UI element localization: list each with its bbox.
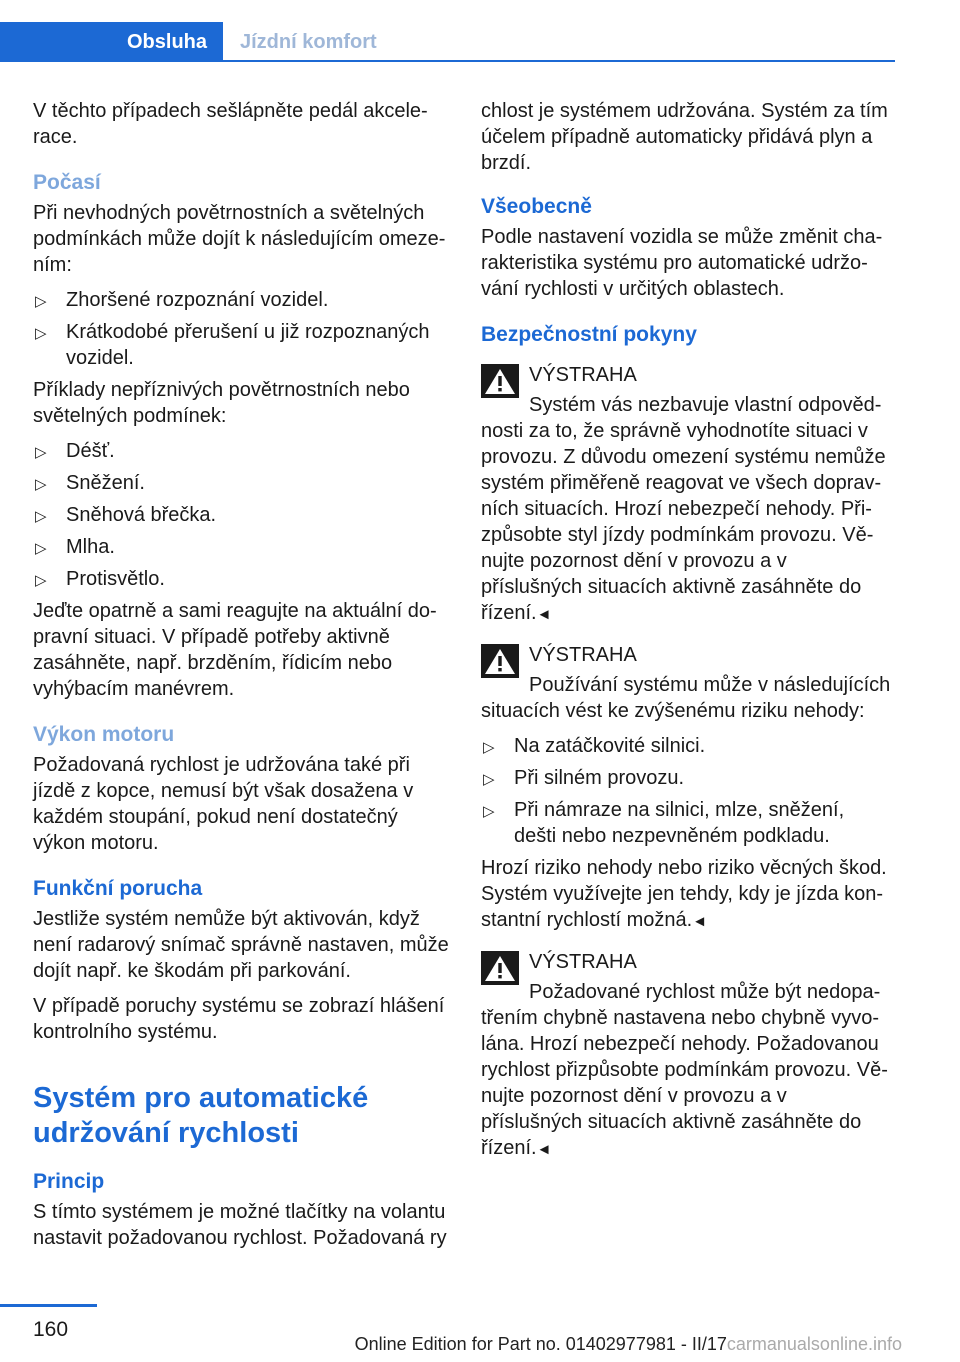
end-mark: ◄ (692, 913, 708, 930)
paragraph-intro: V těchto případech sešlápněte pedál akcelerace. (33, 100, 428, 148)
end-mark: ◄ (536, 606, 552, 623)
warning-text: Systém vás nezbavuje vlastní odpovědnosti za to, že správně vyhodnotíte situaci v provozu. Z důvodu omezení systému nemůže systém přiměřeně reagovat ve všech dopravních situacích. Hrozí nebezpečí nehody. Přizpůsobte styl jízdy podmínkám provozu. Věnujte pozornost dění v provozu a v příslušných situacích aktivně zasáhněte do řízení.◄ (481, 394, 886, 624)
triangle-right-icon: ▷ (35, 325, 47, 342)
paragraph-continued: chlost je systémem udržována. Systém za tím účelem případně automaticky přidává plyn a brzdí. (481, 100, 888, 174)
paragraph-principle: S tímto systémem je možné tlačítky na volantu nastavit požadovanou rychlost. Požadovaná ry (33, 1201, 447, 1249)
paragraph-general: Podle nastavení vozidla se může změnit charakteristika systému pro automatické udržování rychlosti v určitých oblastech. (481, 226, 883, 300)
watermark-text: carmanualsonline.info (726, 1334, 902, 1354)
triangle-right-icon: ▷ (35, 444, 47, 461)
warning-block-3 (481, 949, 891, 1163)
heading-principle: Princip (33, 1170, 105, 1193)
list-weather-conditions (33, 438, 455, 592)
warning-title: VÝSTRAHA (529, 951, 637, 973)
edition-text: Online Edition for Part no. 01402977981 - II/17 (354, 1334, 727, 1354)
warning-text: Požadované rychlost může být nedopatřením chybně nastavena nebo chybně vyvolána. Hrozí nebezpečí nehody. Požadovanou rychlost přizpůsobte podmínkám provozu. Věnujte pozornost dění v provozu a v příslušných situacích aktivně zasáhněte do řízení.◄ (481, 981, 888, 1159)
page-number: 160 (33, 1318, 69, 1341)
paragraph-risk: Hrozí riziko nehody nebo riziko věcných škod. Systém využívejte jen tehdy, kdy je jízda konstantní rychlostí možná.◄ (481, 857, 887, 931)
paragraph-malfunction-2: V případě poruchy systému se zobrazí hlášení kontrolního systému. (33, 995, 445, 1043)
heading-safety: Bezpečnostní pokyny (481, 323, 697, 346)
header-divider (0, 60, 895, 62)
triangle-right-icon: ▷ (483, 803, 495, 820)
list-item: ▷ Zhoršené rozpoznání vozidel. (33, 287, 455, 313)
right-column (481, 98, 891, 1172)
triangle-right-icon: ▷ (35, 508, 47, 525)
list-item: ▷ Na zatáčkovité silnici. (481, 733, 891, 759)
paragraph-drive-carefully: Jeďte opatrně a sami reagujte na aktuální dopravní situaci. V případě potřeby aktivně zasáhněte, např. brzděním, řídicím nebo vyhýbacím manévrem. (33, 600, 437, 700)
warning-title: VÝSTRAHA (529, 644, 637, 666)
heading-malfunction: Funkční porucha (33, 877, 203, 900)
list-weather-effects (33, 287, 455, 371)
heading-engine-power: Výkon motoru (33, 723, 175, 746)
list-item: ▷ Sněhová břečka. (33, 502, 455, 528)
warning-block-2 (481, 642, 891, 724)
left-column (33, 98, 455, 1260)
paragraph-weather: Při nevhodných povětrnostních a světelných podmínkách může dojít k následujícím omezením: (33, 202, 446, 276)
warning-triangle-icon (481, 951, 519, 985)
list-item: ▷ Při námraze na silnici, mlze, sněžení, dešti nebo nezpevněném podkladu. (483, 799, 845, 847)
triangle-right-icon: ▷ (35, 572, 47, 589)
list-item: ▷ Protisvětlo. (33, 566, 455, 592)
warning-text: Používání systému může v následujících situacích vést ke zvýšenému riziku nehody: (481, 674, 891, 722)
section-title: Systém pro automatické udržování rychlosti (33, 1082, 369, 1149)
warning-block-1 (481, 362, 891, 628)
footer-edition (355, 1334, 902, 1355)
header-bar (0, 0, 960, 64)
heading-weather: Počasí (33, 171, 101, 194)
triangle-right-icon: ▷ (35, 476, 47, 493)
tab-obsluha[interactable]: Obsluha (0, 22, 223, 62)
end-mark: ◄ (536, 1141, 552, 1158)
list-item: ▷ Mlha. (33, 534, 455, 560)
list-item: ▷ Krátkodobé přerušení u již rozpoznaných vozidel. (35, 321, 430, 369)
list-item: ▷ Déšť. (33, 438, 455, 464)
triangle-right-icon: ▷ (35, 540, 47, 557)
footer-divider (0, 1304, 97, 1307)
triangle-right-icon: ▷ (483, 771, 495, 788)
tab-jizdni-komfort[interactable]: Jízdní komfort (240, 30, 377, 53)
warning-title: VÝSTRAHA (529, 364, 637, 386)
warning-triangle-icon (481, 364, 519, 398)
paragraph-examples: Příklady nepříznivých povětrnostních nebo světelných podmínek: (33, 379, 410, 427)
triangle-right-icon: ▷ (483, 739, 495, 756)
list-item: ▷ Sněžení. (33, 470, 455, 496)
list-risk-situations (481, 733, 891, 849)
triangle-right-icon: ▷ (35, 293, 47, 310)
heading-general: Všeobecně (481, 195, 592, 218)
warning-triangle-icon (481, 644, 519, 678)
paragraph-malfunction-1: Jestliže systém nemůže být aktivován, když není radarový snímač správně nastaven, může dojít např. ke škodám při parkování. (33, 908, 449, 982)
paragraph-engine-power: Požadovaná rychlost je udržována také při jízdě z kopce, nemusí být však dosažena v každém stoupání, pokud není dostatečný výkon motoru. (33, 754, 414, 854)
list-item: ▷ Při silném provozu. (481, 765, 891, 791)
